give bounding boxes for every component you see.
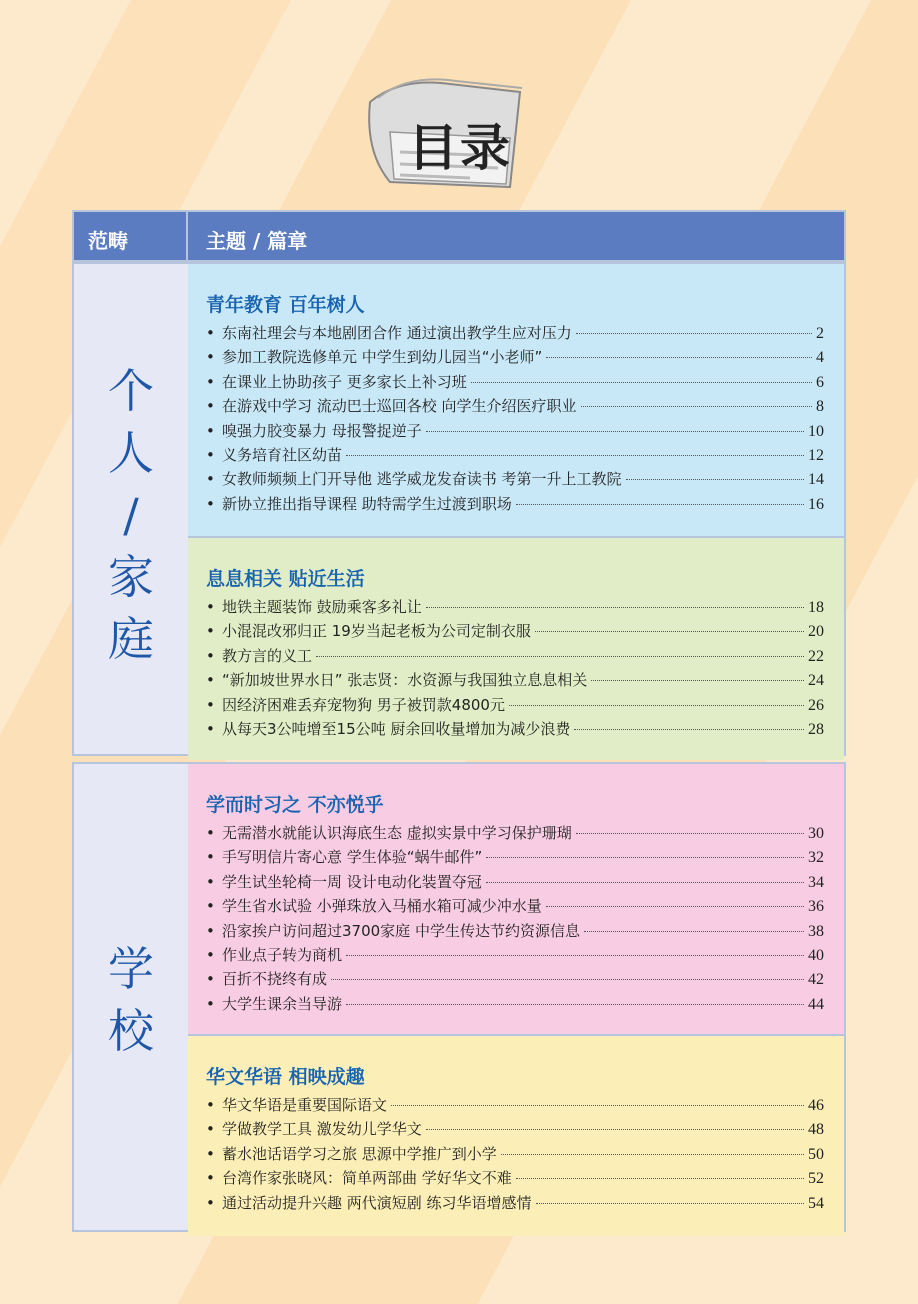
page-number: 46 — [808, 1097, 824, 1114]
page-number: 14 — [808, 471, 824, 489]
toc-group — [72, 762, 846, 1232]
dot-leader — [546, 357, 812, 358]
page-number: 34 — [808, 873, 824, 891]
page-number: 42 — [808, 971, 824, 989]
dot-leader — [426, 1129, 804, 1130]
toc-entry[interactable] — [206, 669, 824, 691]
entry-title: 台湾作家张晓风：简单两部曲 学好华文不难 — [222, 1169, 512, 1188]
page-number: 38 — [808, 922, 824, 940]
toc-entry[interactable] — [206, 620, 824, 642]
section-title: 青年教育 百年树人 — [206, 294, 365, 316]
dot-leader — [626, 479, 804, 480]
dot-leader — [591, 680, 804, 681]
bullet-icon: • — [206, 994, 215, 1013]
dot-leader — [426, 607, 804, 608]
entry-title: 学生试坐轮椅一周 设计电动化装置夺冠 — [222, 872, 482, 891]
toc-entry[interactable] — [206, 1143, 824, 1165]
dot-leader — [535, 631, 804, 632]
dot-leader — [576, 833, 804, 834]
category-char: 校 — [108, 1004, 154, 1058]
bullet-icon: • — [206, 446, 215, 464]
dot-leader — [331, 979, 804, 980]
entry-title: 作业点子转为商机 — [222, 946, 343, 964]
page-number: 26 — [808, 696, 824, 714]
dot-leader — [486, 882, 804, 883]
header-topic: 主题 / 篇章 — [206, 229, 308, 253]
toc-entry[interactable] — [206, 371, 824, 393]
page-number: 48 — [808, 1121, 824, 1139]
entry-title: 通过活动提升兴趣 两代演短剧 练习华语增感情 — [222, 1193, 532, 1212]
category-char: 人 — [108, 426, 154, 480]
page-number: 32 — [808, 849, 824, 867]
entry-title: 从每天3公吨增至15公吨 厨余回收量增加为减少浪费 — [222, 720, 571, 738]
bullet-icon: • — [206, 598, 215, 616]
section-title: 息息相关 贴近生活 — [206, 568, 365, 590]
toc-entry[interactable] — [206, 694, 824, 716]
bullet-icon: • — [206, 1169, 215, 1188]
category-char: 家 — [108, 550, 154, 604]
bullet-icon: • — [206, 872, 215, 891]
dot-leader — [486, 857, 804, 858]
page-number: 28 — [808, 721, 824, 738]
page-title: 目录 — [408, 119, 512, 177]
bullet-icon: • — [206, 671, 215, 690]
bullet-icon: • — [206, 470, 215, 489]
toc-entry[interactable] — [206, 645, 824, 667]
toc-entry[interactable] — [206, 1192, 824, 1214]
bullet-icon: • — [206, 897, 215, 916]
bullet-icon: • — [206, 421, 215, 440]
page-number: 24 — [808, 672, 824, 690]
toc-entry[interactable] — [206, 468, 824, 490]
toc-group — [72, 262, 846, 756]
toc-entry[interactable] — [206, 822, 824, 844]
bullet-icon: • — [206, 348, 215, 367]
toc-entry[interactable] — [206, 968, 824, 990]
toc-section — [188, 264, 844, 536]
toc-entry[interactable] — [206, 993, 824, 1015]
entry-title: 百折不挠终有成 — [222, 970, 328, 989]
page-number: 30 — [808, 825, 824, 842]
bullet-icon: • — [206, 1096, 215, 1114]
category-char: / — [123, 488, 139, 542]
dot-leader — [471, 382, 812, 383]
page-number: 20 — [808, 623, 824, 641]
bullet-icon: • — [206, 622, 215, 641]
category-char: 学 — [108, 942, 154, 996]
bullet-icon: • — [206, 921, 215, 940]
page-number: 10 — [808, 422, 824, 440]
entry-title: 因经济困难丢弃宠物狗 男子被罚款4800元 — [222, 695, 505, 714]
dot-leader — [426, 431, 804, 432]
entry-title: 沿家挨户访问超过3700家庭 中学生传达节约资源信息 — [222, 921, 580, 940]
page-number: 52 — [808, 1170, 824, 1188]
bullet-icon: • — [206, 848, 215, 867]
page-number: 54 — [808, 1194, 824, 1212]
page-number: 16 — [808, 495, 824, 513]
entry-title: 义务培育社区幼苗 — [222, 446, 343, 464]
dot-leader — [584, 931, 804, 932]
dot-leader — [576, 333, 812, 334]
toc-entry[interactable] — [206, 1167, 824, 1189]
entry-title: 地铁主题装饰 鼓励乘客多礼让 — [222, 598, 422, 616]
entry-title: 华文华语是重要国际语文 — [222, 1096, 388, 1114]
bullet-icon: • — [206, 646, 215, 665]
entry-title: 小混混改邪归正 19岁当起老板为公司定制衣服 — [222, 622, 531, 641]
dot-leader — [509, 705, 804, 706]
toc-entry[interactable] — [206, 444, 824, 466]
page-number: 22 — [808, 647, 824, 665]
toc-entry[interactable] — [206, 871, 824, 893]
section-title: 学而时习之 不亦悦乎 — [206, 794, 384, 816]
page-number: 50 — [808, 1145, 824, 1163]
entry-title: 学做教学工具 激发幼儿学华文 — [222, 1120, 422, 1139]
entry-title: 无需潜水就能认识海底生态 虚拟实景中学习保护珊瑚 — [222, 824, 572, 842]
toc-entry[interactable] — [206, 944, 824, 966]
dot-leader — [516, 504, 804, 505]
entry-title: 大学生课余当导游 — [222, 994, 343, 1013]
bullet-icon: • — [206, 1120, 215, 1139]
toc-entry[interactable] — [206, 395, 824, 417]
category-char: 庭 — [108, 612, 154, 666]
bullet-icon: • — [206, 970, 215, 989]
page-number: 8 — [816, 398, 824, 416]
entry-title: 女教师频频上门开导他 逃学威龙发奋读书 考第一升上工教院 — [222, 470, 622, 489]
category-cell — [74, 264, 190, 754]
bullet-icon: • — [206, 1193, 215, 1212]
page-number: 18 — [808, 599, 824, 616]
entry-title: 新协立推出指导课程 助特需学生过渡到职场 — [222, 494, 512, 513]
page-number: 40 — [808, 947, 824, 964]
dot-leader — [574, 729, 804, 730]
category-cell — [74, 764, 190, 1230]
bullet-icon: • — [206, 695, 215, 714]
entry-title: 教方言的义工 — [222, 646, 313, 665]
toc-section — [188, 764, 844, 1034]
dot-leader — [501, 1154, 804, 1155]
page-number: 44 — [808, 995, 824, 1013]
toc-entry[interactable] — [206, 346, 824, 368]
toc-entry[interactable] — [206, 846, 824, 868]
entry-title: 在游戏中学习 流动巴士巡回各校 向学生介绍医疗职业 — [222, 397, 577, 416]
entry-title: 学生省水试验 小弹珠放入马桶水箱可减少冲水量 — [222, 897, 542, 916]
bullet-icon: • — [206, 324, 215, 342]
dot-leader — [346, 955, 804, 956]
toc-entry[interactable] — [206, 1094, 824, 1116]
bullet-icon: • — [206, 372, 215, 391]
entry-title: 东南社理会与本地剧团合作 通过演出教学生应对压力 — [222, 324, 572, 342]
dot-leader — [316, 656, 804, 657]
bullet-icon: • — [206, 397, 215, 416]
entry-title: “新加坡世界水日” 张志贤：水资源与我国独立息息相关 — [222, 671, 588, 690]
page-number: 2 — [816, 325, 824, 342]
bullet-icon: • — [206, 1144, 215, 1163]
toc-entry[interactable] — [206, 920, 824, 942]
dot-leader — [346, 455, 804, 456]
bullet-icon: • — [206, 720, 215, 738]
toc-entry[interactable] — [206, 895, 824, 917]
section-title: 华文华语 相映成趣 — [206, 1066, 365, 1088]
bullet-icon: • — [206, 946, 215, 964]
bullet-icon: • — [206, 494, 215, 513]
table-header — [72, 210, 846, 262]
dot-leader — [581, 406, 812, 407]
toc-entry[interactable] — [206, 718, 824, 740]
entry-title: 参加工教院选修单元 中学生到幼儿园当“小老师” — [222, 348, 543, 367]
dot-leader — [546, 906, 804, 907]
toc-entry[interactable] — [206, 596, 824, 618]
dot-leader — [346, 1004, 804, 1005]
entry-title: 嗅强力胶变暴力 母报警捉逆子 — [222, 421, 422, 440]
toc-entry[interactable] — [206, 322, 824, 344]
page-number: 6 — [816, 373, 824, 391]
entry-title: 蓄水池话语学习之旅 思源中学推广到小学 — [222, 1144, 497, 1163]
bullet-icon: • — [206, 824, 215, 842]
page-number: 4 — [816, 349, 824, 367]
dot-leader — [516, 1178, 804, 1179]
page-number: 36 — [808, 898, 824, 916]
entry-title: 在课业上协助孩子 更多家长上补习班 — [222, 372, 467, 391]
header-category: 范畴 — [88, 229, 128, 253]
toc-section — [188, 1034, 844, 1236]
toc-section — [188, 536, 844, 760]
dot-leader — [391, 1105, 804, 1106]
category-char: 个 — [108, 364, 154, 418]
toc-entry[interactable] — [206, 493, 824, 515]
entry-title: 手写明信片寄心意 学生体验“蜗牛邮件” — [222, 848, 483, 867]
page-number: 12 — [808, 447, 824, 464]
dot-leader — [536, 1203, 804, 1204]
toc-entry[interactable] — [206, 420, 824, 442]
toc-entry[interactable] — [206, 1118, 824, 1140]
